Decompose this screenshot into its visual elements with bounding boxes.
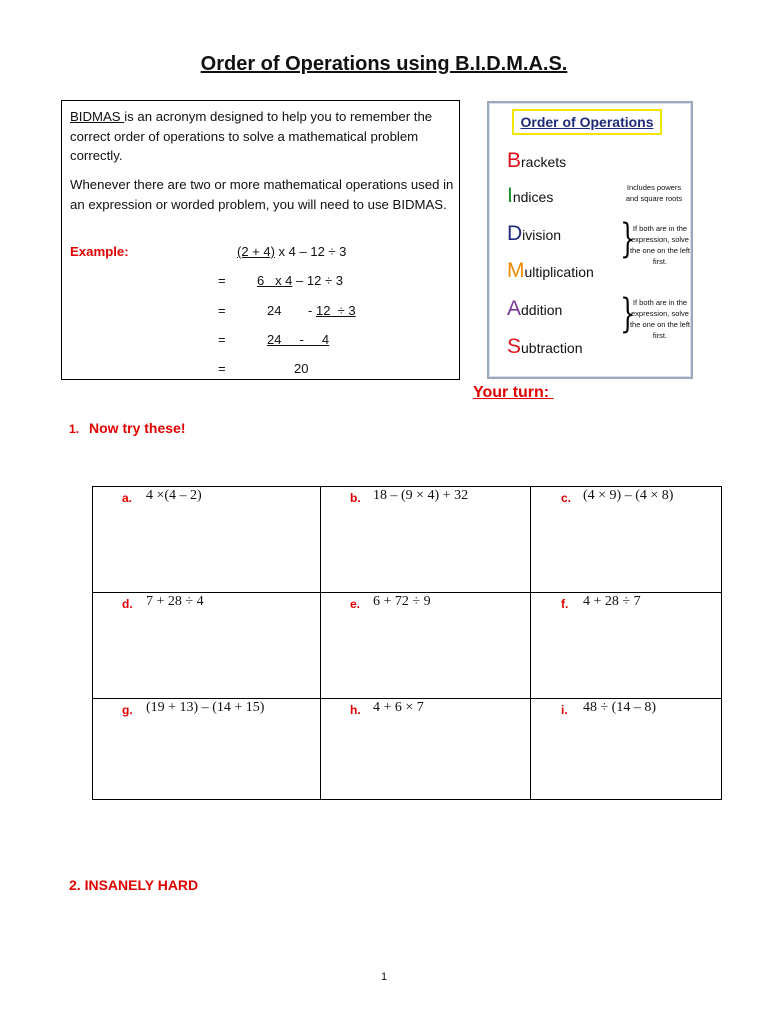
intro-paragraph-1 (70, 107, 450, 166)
page-title: Order of Operations using B.I.D.M.A.S. (200, 53, 568, 75)
poster-title: Order of Operations (512, 109, 662, 135)
bidmas-term: BIDMAS (70, 109, 125, 124)
problem-expression: 6 + 72 ÷ 9 (373, 594, 431, 609)
example-answer: 20 (294, 361, 309, 376)
intro-paragraph-2: Whenever there are two or more mathematical operations used in an expression or worded problem, you will need to use BIDMAS. (70, 177, 454, 212)
poster-word-indices (507, 184, 553, 208)
equals-sign-4: = (218, 361, 226, 376)
problem-letter: e. (350, 597, 361, 611)
order-of-operations-poster (487, 101, 693, 379)
example-line-2 (257, 271, 343, 291)
poster-word-multiplication (507, 259, 594, 283)
poster-word-addition (507, 297, 562, 321)
note-addition-subtraction: If both are in the expression, solve the one on the left first. (629, 298, 691, 340)
word-multiplication-rest: ultiplication (524, 264, 594, 280)
problem-cell-d (93, 593, 321, 699)
intro-text-1: is an acronym designed to help you to remember the correct order of operations to solve a mathematical problem correctly. (70, 109, 433, 163)
bidmas-intro-box (61, 100, 460, 380)
problem-expression: 4 + 6 × 7 (373, 700, 424, 715)
page-number: 1 (380, 971, 388, 983)
problem-expression: 18 – (9 × 4) + 32 (373, 488, 469, 503)
problem-letter: b. (350, 491, 361, 505)
question-1-number: 1. (69, 422, 80, 436)
problem-expression: 4 ×(4 – 2) (146, 488, 202, 503)
question-2-heading: 2. INSANELY HARD (69, 877, 199, 893)
note-division-multiplication: If both are in the expression, solve the one on the left first. (629, 224, 691, 266)
problem-expression: (19 + 13) – (14 + 15) (146, 700, 265, 715)
problem-cell-i (531, 699, 721, 799)
initial-a: A (507, 297, 522, 320)
problem-cell-e (321, 593, 531, 699)
word-subtraction-rest: ubtraction (521, 340, 583, 356)
question-1-heading (69, 420, 185, 436)
poster-word-brackets (507, 149, 566, 173)
problem-cell-g (93, 699, 321, 799)
brace-as: } (620, 291, 636, 337)
problem-expression: 48 ÷ (14 – 8) (583, 700, 657, 715)
example-line-2-rest: – 12 ÷ 3 (292, 273, 343, 288)
problem-expression: 7 + 28 ÷ 4 (146, 594, 204, 609)
problem-letter: i. (561, 703, 568, 717)
brace-dm: } (620, 216, 636, 262)
problem-letter: c. (561, 491, 572, 505)
word-addition-rest: ddition (521, 302, 563, 318)
poster-word-division (507, 222, 561, 246)
initial-s: S (507, 335, 522, 358)
problem-cell-b (321, 487, 531, 593)
problem-letter: h. (350, 703, 361, 717)
example-line-4: 24 - 4 (267, 332, 330, 347)
problem-cell-c (531, 487, 721, 593)
problem-cell-h (321, 699, 531, 799)
word-brackets-rest: rackets (521, 154, 567, 170)
problem-cell-a (93, 487, 321, 593)
word-indices-rest: ndices (512, 189, 554, 205)
example-brackets: (2 + 4) (237, 244, 275, 259)
word-division-rest: ivision (522, 227, 562, 243)
equals-sign-2: = (218, 303, 226, 318)
problem-expression: (4 × 9) – (4 × 8) (583, 488, 674, 503)
problem-letter: d. (122, 597, 133, 611)
example-line-3-a: 24 (267, 303, 282, 318)
problem-expression: 4 + 28 ÷ 7 (583, 594, 641, 609)
problem-cell-f (531, 593, 721, 699)
equals-sign-1: = (218, 273, 226, 288)
problems-grid (92, 486, 722, 800)
initial-m: M (507, 259, 525, 282)
example-line-3-dash: - (308, 303, 313, 318)
equals-sign-3: = (218, 332, 226, 347)
initial-d: D (507, 222, 523, 245)
example-line-1 (237, 242, 346, 262)
initial-i: I (507, 184, 513, 207)
example-division: 12 ÷ 3 (316, 303, 356, 318)
question-1-text: Now try these! (89, 420, 186, 436)
poster-word-subtraction (507, 335, 583, 359)
example-label: Example: (70, 244, 129, 259)
example-line-1-rest: x 4 – 12 ÷ 3 (274, 244, 347, 259)
note-indices: Includes powers and square roots (625, 183, 683, 203)
problem-letter: f. (561, 597, 569, 611)
your-turn-heading: Your turn: (473, 384, 554, 401)
problem-letter: a. (122, 491, 133, 505)
example-multiply: 6 x 4 (257, 273, 293, 288)
initial-b: B (507, 149, 522, 172)
problem-letter: g. (122, 703, 133, 717)
